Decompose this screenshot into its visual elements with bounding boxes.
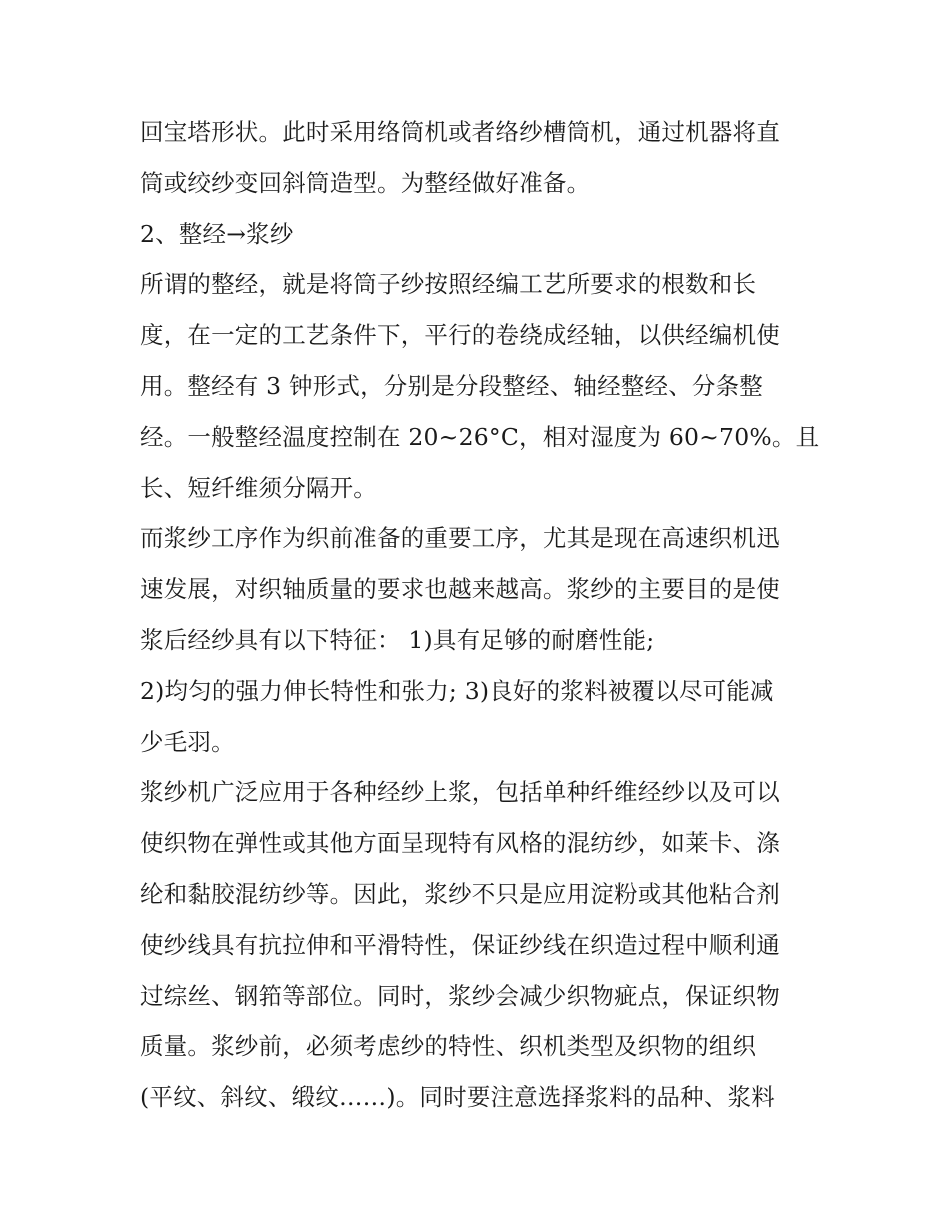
text-line: 过综丝、钢筘等部位。同时，浆纱会减少织物疵点，保证织物 (140, 981, 780, 1010)
text-line: 浆纱机广泛应用于各种经纱上浆，包括单种纤维经纱以及可以 (140, 778, 780, 807)
text-line: 质量。浆纱前，必须考虑纱的特性、织机类型及织物的组织 (140, 1032, 757, 1061)
text-line: 浆后经纱具有以下特征： 1)具有足够的耐磨性能; (140, 625, 655, 654)
text-line: 度，在一定的工艺条件下，平行的卷绕成经轴，以供经编机使 (140, 321, 780, 350)
text-line: 少毛羽。 (140, 727, 235, 756)
text-line: 回宝塔形状。此时采用络筒机或者络纱槽筒机，通过机器将直 (140, 118, 780, 146)
document-body (140, 107, 820, 1123)
para-warping-definition (140, 259, 820, 513)
para-twisted-yarn-conclusion (140, 107, 820, 209)
section-heading-warping-sizing (140, 209, 820, 260)
text-line: 用。整经有 3 钟形式，分别是分段整经、轴经整经、分条整 (140, 371, 763, 400)
para-sizing-machine (140, 767, 820, 1123)
text-line: 纶和黏胶混纺纱等。因此，浆纱不只是应用淀粉或其他粘合剂 (140, 879, 780, 908)
text-line: (平纹、斜纹、缎纹……)。同时要注意选择浆料的品种、浆料 (140, 1083, 775, 1112)
text-line: 筒或绞纱变回斜筒造型。为整经做好准备。 (140, 168, 591, 197)
text-line: 所谓的整经，就是将筒子纱按照经编工艺所要求的根数和长 (140, 270, 757, 299)
text-line: 速发展，对织轴质量的要求也越来越高。浆纱的主要目的是使 (140, 575, 780, 604)
text-line: 2、整经→浆纱 (140, 219, 294, 248)
text-line: 2)均匀的强力伸长特性和张力; 3)良好的浆料被覆以尽可能减 (140, 676, 774, 705)
text-line: 长、短纤维须分隔开。 (140, 473, 377, 502)
para-sizing-features (140, 666, 820, 768)
text-line: 使织物在弹性或其他方面呈现特有风格的混纺纱，如莱卡、涤 (140, 829, 780, 858)
text-line: 经。一般整经温度控制在 20~26°C，相对湿度为 60~70%。且 (140, 422, 820, 451)
text-line: 而浆纱工序作为织前准备的重要工序，尤其是现在高速织机迅 (140, 524, 780, 553)
para-sizing-purpose (140, 513, 820, 665)
text-line: 使纱线具有抗拉伸和平滑特性，保证纱线在织造过程中顺利通 (140, 930, 780, 959)
